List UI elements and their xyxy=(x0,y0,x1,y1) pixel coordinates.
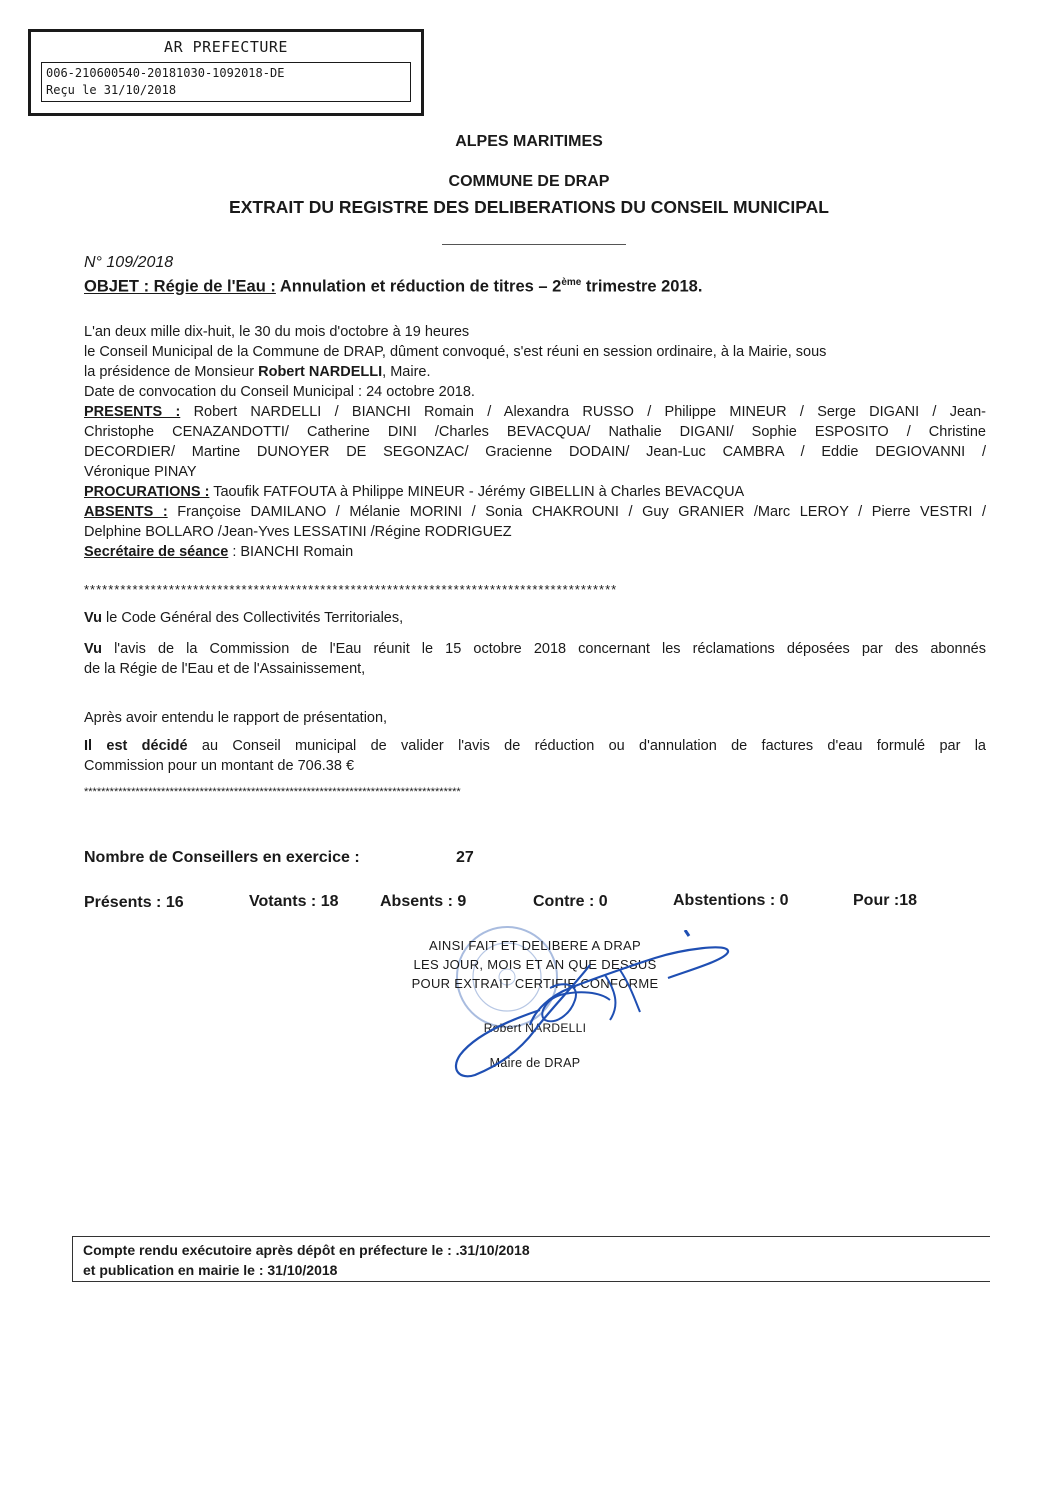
decision: Il est décidé au Conseil municipal de valider l'avis de réduction ou d'annulation de factures d'eau formulé par la Commission pour un montant de 706.38 € xyxy=(84,738,986,774)
decision-amount: Commission pour un montant de 706.38 € xyxy=(84,758,355,774)
certification-line: AINSI FAIT ET DELIBERE A DRAP xyxy=(429,938,641,953)
certification-line: POUR EXTRAIT CERTIFIE CONFORME xyxy=(411,976,659,991)
object-label: OBJET : Régie de l'Eau : xyxy=(84,277,276,296)
intro-line: Date de convocation du Conseil Municipal : 24 octobre 2018. xyxy=(84,384,475,400)
stamp-reference: 006-210600540-20181030-1092018-DE xyxy=(46,66,285,80)
report-line: Après avoir entendu le rapport de présentation, xyxy=(84,710,388,726)
signatory-role: Maire de DRAP xyxy=(489,1056,581,1070)
absents-label: ABSENTS : xyxy=(84,504,168,520)
register-heading: EXTRAIT DU REGISTRE DES DELIBERATIONS DU CONSEIL MUNICIPAL xyxy=(229,197,829,217)
vu-commission: Vu l'avis de la Commission de l'Eau réunit le 15 octobre 2018 concernant les réclamations déposées par des abonnés de la Régie de l'Eau et de l'Assainissement, xyxy=(84,641,986,677)
stat-abstentions: Abstentions : 0 xyxy=(673,892,789,909)
stat-absents: Absents : 9 xyxy=(380,893,467,910)
conseillers-value: 27 xyxy=(456,849,474,866)
stamp-received-date: Reçu le 31/10/2018 xyxy=(46,83,177,97)
certification-line: LES JOUR, MOIS ET AN QUE DESSUS xyxy=(413,957,657,972)
absents-line: ABSENTS : Françoise DAMILANO / Mélanie MORINI / Sonia CHAKROUNI / Guy GRANIER /Marc LEROY / Pierre VESTRI / xyxy=(84,504,986,520)
signature-icon xyxy=(440,930,740,1085)
procurations-line: PROCURATIONS : Taoufik FATFOUTA à Philippe MINEUR - Jérémy GIBELLIN à Charles BEVACQUA xyxy=(84,484,745,500)
intro-line: la présidence de Monsieur Robert NARDELLI, Maire. xyxy=(84,364,431,380)
intro-line: L'an deux mille dix-huit, le 30 du mois d'octobre à 19 heures xyxy=(84,324,470,340)
commune-heading: COMMUNE DE DRAP xyxy=(448,173,610,190)
mairie-publication-line: et publication en mairie le : 31/10/2018 xyxy=(83,1262,338,1278)
presents-line: Véronique PINAY xyxy=(84,464,197,480)
stat-votants: Votants : 18 xyxy=(249,893,339,910)
stamp-title: AR PREFECTURE xyxy=(164,38,288,56)
presents-label: PRESENTS : xyxy=(84,404,181,420)
stat-pour: Pour :18 xyxy=(853,892,918,909)
heading-divider xyxy=(442,244,626,245)
presents-line: PRESENTS : Robert NARDELLI / BIANCHI Romain / Alexandra RUSSO / Philippe MINEUR / Serge DIGANI / Jean- xyxy=(84,404,987,420)
secretary-label: Secrétaire de séance xyxy=(84,544,229,560)
separator-bottom: **************************************************************************************** xyxy=(84,786,461,798)
object-text: Annulation et réduction de titres – 2 xyxy=(279,277,562,296)
deliberation-object xyxy=(84,277,702,297)
object-superscript: ème xyxy=(561,277,582,288)
intro-block xyxy=(84,322,994,402)
presents-line: Christophe CENAZANDOTTI/ Catherine DINI /Charles BEVACQUA/ Nathalie DIGANI/ Sophie ESPOSITO / Christine xyxy=(84,424,986,440)
procurations-label: PROCURATIONS : xyxy=(84,484,210,500)
department-heading: ALPES MARITIMES xyxy=(455,133,603,150)
publication-notice xyxy=(72,1236,990,1282)
signatory-name: Robert NARDELLI xyxy=(483,1021,587,1035)
vu-cgct: Vu le Code Général des Collectivités Territoriales, xyxy=(84,610,404,626)
decision-label: Il est décidé xyxy=(84,738,188,754)
secretary-line: Secrétaire de séance : BIANCHI Romain xyxy=(84,544,354,560)
deliberation-number: N° 109/2018 xyxy=(84,254,174,271)
attendance-block xyxy=(84,402,986,562)
separator-top: **************************************************************************************** xyxy=(84,582,618,597)
absents-line: Delphine BOLLARO /Jean-Yves LESSATINI /Régine RODRIGUEZ xyxy=(84,524,512,540)
conseillers-label: Nombre de Conseillers en exercice : xyxy=(84,849,360,866)
intro-line: le Conseil Municipal de la Commune de DRAP, dûment convoqué, s'est réuni en session ordinaire, à la Mairie, sous xyxy=(84,344,827,360)
presents-line: DECORDIER/ Martine DUNOYER DE SEGONZAC/ Gracienne DODAIN/ Jean-Luc CAMBRA / Eddie DEGIOVANNI / xyxy=(84,444,986,460)
mayor-name: Robert NARDELLI xyxy=(258,364,383,380)
stat-contre: Contre : 0 xyxy=(533,893,608,910)
object-end: trimestre 2018. xyxy=(581,277,703,296)
prefecture-stamp xyxy=(28,29,424,116)
prefecture-deposit-line: Compte rendu exécutoire après dépôt en préfecture le : .31/10/2018 xyxy=(83,1242,530,1258)
stat-presents: Présents : 16 xyxy=(84,894,184,911)
stamp-reference-box xyxy=(41,62,411,102)
